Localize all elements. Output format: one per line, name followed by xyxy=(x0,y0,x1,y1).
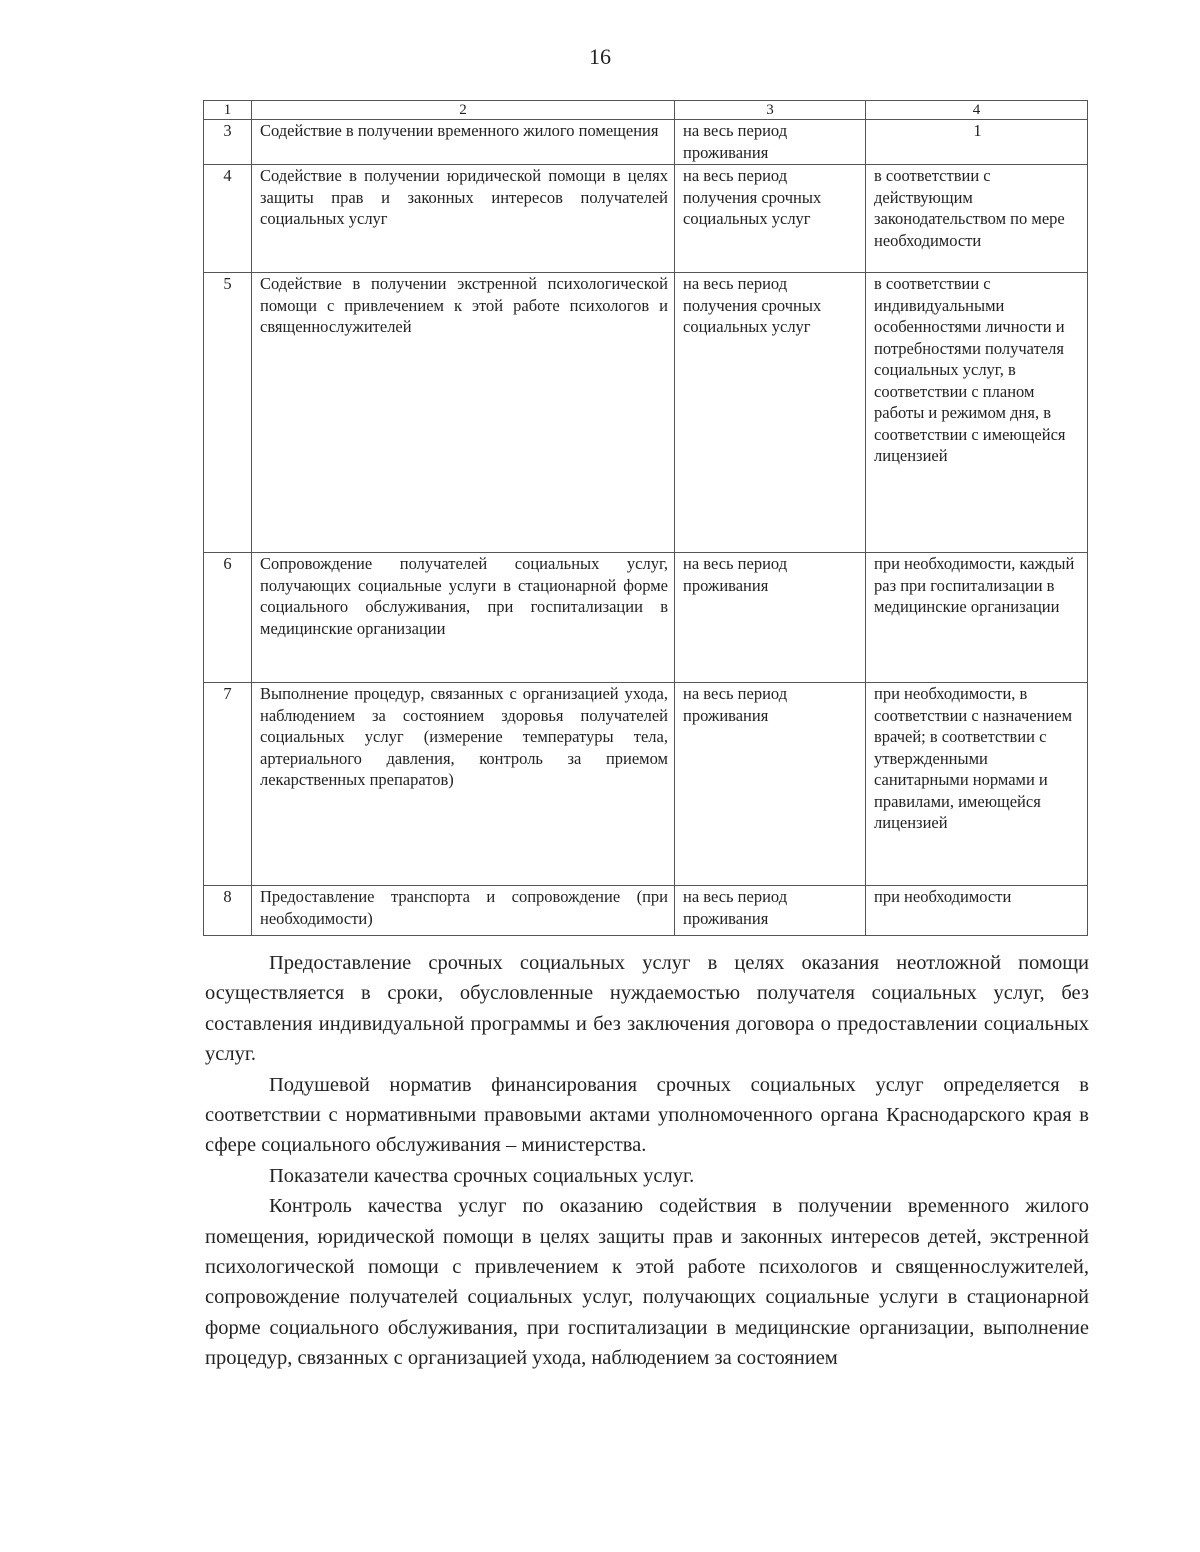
service-period: на весь период проживания xyxy=(675,683,866,886)
table-row xyxy=(204,886,1088,936)
service-name: Содействие в получении юридической помощи в целях защиты прав и законных интересов получателей социальных услуг xyxy=(252,165,675,273)
paragraph: Показатели качества срочных социальных услуг. xyxy=(269,1164,695,1187)
service-period: на весь период проживания xyxy=(675,886,866,936)
header-cell: 2 xyxy=(252,101,675,120)
service-name: Выполнение процедур, связанных с организацией ухода, наблюдением за состоянием здоровья получателей социальных услуг (измерение температуры тела, артериального давления, контроль за приемом лекарственных препаратов) xyxy=(252,683,675,886)
service-period: на весь период проживания xyxy=(675,553,866,683)
header-cell: 4 xyxy=(866,101,1088,120)
table-row xyxy=(204,165,1088,273)
service-name: Сопровождение получателей социальных услуг, получающих социальные услуги в стационарной форме социального обслуживания, при госпитализации в медицинские организации xyxy=(252,553,675,683)
table-header-row xyxy=(204,101,1088,120)
header-cell: 3 xyxy=(675,101,866,120)
service-period: на весь период проживания xyxy=(675,120,866,165)
service-period: на весь период получения срочных социальных услуг xyxy=(675,273,866,553)
table-row xyxy=(204,120,1088,165)
service-frequency: при необходимости, в соответствии с назначением врачей; в соответствии с утвержденными санитарными нормами и правилами, имеющейся лицензией xyxy=(866,683,1088,886)
service-period: на весь период получения срочных социальных услуг xyxy=(675,165,866,273)
service-name: Предоставление транспорта и сопровождение (при необходимости) xyxy=(252,886,675,936)
service-name: Содействие в получении экстренной психологической помощи с привлечением к этой работе психологов и священнослужителей xyxy=(252,273,675,553)
row-number: 7 xyxy=(204,683,252,886)
paragraph: Контроль качества услуг по оказанию содействия в получении временного жилого помещения, юридической помощи в целях защиты прав и законных интересов детей, экстренной психологической помощи с привлечением к этой работе психологов и священнослужителей, сопровождение получателей социальных услуг, получающих социальные услуги в стационарной форме социального обслуживания, при госпитализации в медицинские организации, выполнение процедур, связанных с организацией ухода, наблюдением за состоянием xyxy=(205,1195,1089,1370)
services-table xyxy=(203,100,1088,936)
row-number: 3 xyxy=(204,120,252,165)
service-frequency: в соответствии с индивидуальными особенностями личности и потребностями получателя социальных услуг, в соответствии с планом работы и режимом дня, в соответствии с имеющейся лицензией xyxy=(866,273,1088,553)
table-row xyxy=(204,553,1088,683)
table-row xyxy=(204,683,1088,886)
service-frequency: при необходимости xyxy=(866,886,1088,936)
service-frequency: 1 xyxy=(866,120,1088,165)
row-number: 5 xyxy=(204,273,252,553)
paragraph: Подушевой норматив финансирования срочных социальных услуг определяется в соответствии с нормативными правовыми актами уполномоченного органа Краснодарского края в сфере социального обслуживания – министерства. xyxy=(205,1073,1089,1157)
row-number: 8 xyxy=(204,886,252,936)
header-cell: 1 xyxy=(204,101,252,120)
service-frequency: при необходимости, каждый раз при госпитализации в медицинские организации xyxy=(866,553,1088,683)
table-row xyxy=(204,273,1088,553)
service-frequency: в соответствии с действующим законодательством по мере необходимости xyxy=(866,165,1088,273)
row-number: 4 xyxy=(204,165,252,273)
page-number: 16 xyxy=(589,44,611,69)
service-name: Содействие в получении временного жилого помещения xyxy=(252,120,675,165)
paragraph: Предоставление срочных социальных услуг в целях оказания неотложной помощи осуществляется в сроки, обусловленные нуждаемостью получателя социальных услуг, без составления индивидуальной программы и без заключения договора о предоставлении социальных услуг. xyxy=(205,952,1089,1066)
row-number: 6 xyxy=(204,553,252,683)
body-text xyxy=(205,948,1089,1374)
